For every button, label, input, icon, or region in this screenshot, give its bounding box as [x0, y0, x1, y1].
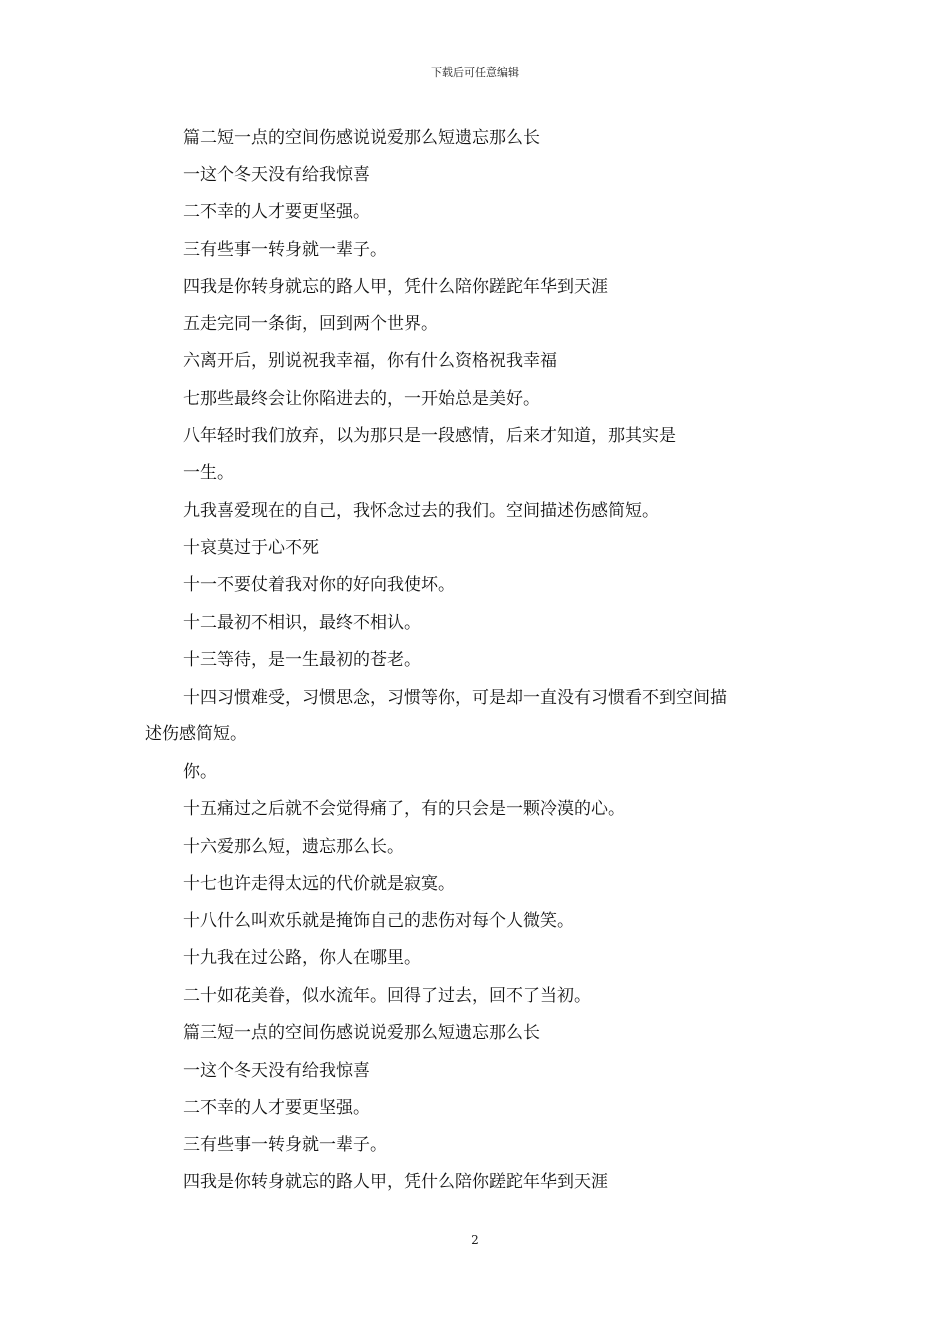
- text-line: 九我喜爱现在的自己，我怀念过去的我们。空间描述伤感简短。: [183, 501, 659, 521]
- text-line: 二不幸的人才要更坚强。: [183, 1098, 370, 1118]
- text-line: 十一不要仗着我对你的好向我使坏。: [183, 575, 455, 595]
- text-line: 五走完同一条街，回到两个世界。: [183, 314, 438, 334]
- text-line: 一这个冬天没有给我惊喜: [183, 165, 370, 185]
- text-line: 十哀莫过于心不死: [183, 538, 319, 558]
- text-line: 三有些事一转身就一辈子。: [183, 1135, 387, 1155]
- text-line: 二十如花美眷，似水流年。回得了过去，回不了当初。: [183, 986, 591, 1006]
- text-line: 十五痛过之后就不会觉得痛了，有的只会是一颗冷漠的心。: [183, 799, 625, 819]
- page-header: 下载后可任意编辑: [431, 66, 519, 79]
- text-line: 十四习惯难受，习惯思念，习惯等你，可是却一直没有习惯看不到空间描: [183, 688, 727, 708]
- text-line: 十三等待，是一生最初的苍老。: [183, 650, 421, 670]
- text-line: 十六爱那么短，遗忘那么长。: [183, 837, 404, 857]
- text-line: 十九我在过公路，你人在哪里。: [183, 948, 421, 968]
- text-line: 二不幸的人才要更坚强。: [183, 202, 370, 222]
- text-line: 十八什么叫欢乐就是掩饰自己的悲伤对每个人微笑。: [183, 911, 574, 931]
- text-line: 十七也许走得太远的代价就是寂寞。: [183, 874, 455, 894]
- text-line: 七那些最终会让你陷进去的，一开始总是美好。: [183, 389, 540, 409]
- text-line: 六离开后，别说祝我幸福，你有什么资格祝我幸福: [183, 351, 557, 371]
- text-line: 三有些事一转身就一辈子。: [183, 240, 387, 260]
- text-line: 四我是你转身就忘的路人甲，凭什么陪你蹉跎年华到天涯: [183, 277, 608, 297]
- text-line: 一生。: [183, 463, 234, 483]
- text-line: 你。: [183, 762, 217, 782]
- text-line: 述伤感简短。: [145, 724, 247, 744]
- text-line: 篇三短一点的空间伤感说说爱那么短遗忘那么长: [183, 1023, 540, 1043]
- text-line: 十二最初不相识，最终不相认。: [183, 613, 421, 633]
- page-number: 2: [471, 1233, 479, 1247]
- text-line: 四我是你转身就忘的路人甲，凭什么陪你蹉跎年华到天涯: [183, 1172, 608, 1192]
- text-line: 篇二短一点的空间伤感说说爱那么短遗忘那么长: [183, 128, 540, 148]
- text-line: 八年轻时我们放弃，以为那只是一段感情，后来才知道，那其实是: [183, 426, 676, 446]
- text-line: 一这个冬天没有给我惊喜: [183, 1061, 370, 1081]
